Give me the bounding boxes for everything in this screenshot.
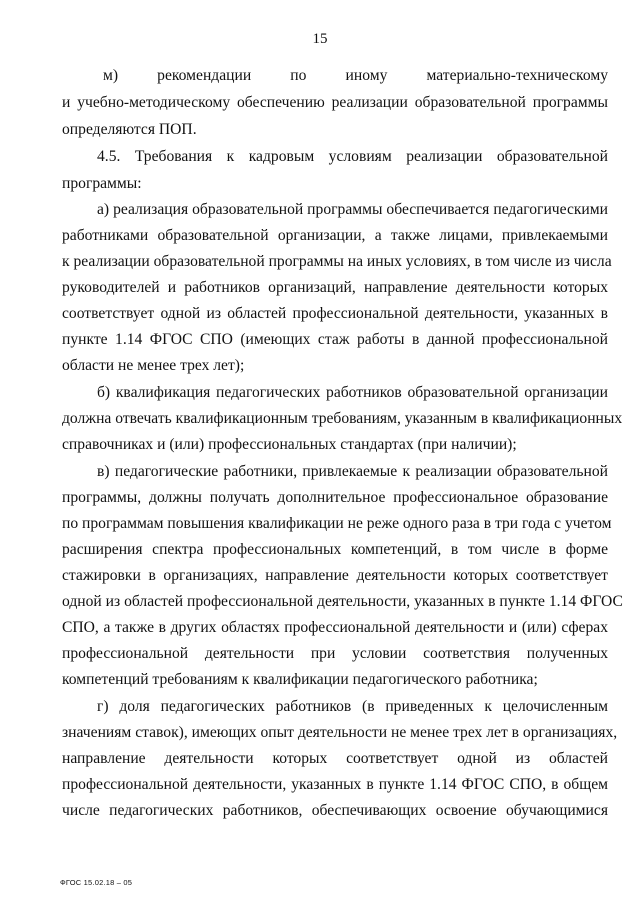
text-line: программы: xyxy=(62,175,142,192)
text-line: профессиональной деятельности при условии соответствия полученных xyxy=(62,645,608,662)
text-line: соответствует одной из областей профессиональной деятельности, указанных в xyxy=(62,305,608,322)
text-line: области не менее трех лет); xyxy=(62,357,245,374)
text-line: г) доля педагогических работников (в приведенных к целочисленным xyxy=(97,698,608,715)
text-line: и учебно-методическому обеспечению реализации образовательной программы xyxy=(62,94,608,111)
text-line: расширения спектра профессиональных компетенций, в том числе в форме xyxy=(62,541,608,558)
text-line: по программам повышения квалификации не реже одного раза в три года с учетом xyxy=(62,515,612,532)
text-line: стажировки в организациях, направление деятельности которых соответствует xyxy=(62,567,608,584)
text-line: СПО, а также в других областях профессиональной деятельности и (или) сферах xyxy=(62,619,608,636)
text-line: в) педагогические работники, привлекаемые к реализации образовательной xyxy=(97,463,608,480)
footer-code: ФГОС 15.02.18 – 05 xyxy=(60,878,133,887)
text-line: компетенций требованиям к квалификации педагогического работника; xyxy=(62,671,538,688)
text-line: одной из областей профессиональной деятельности, указанных в пункте 1.14 ФГОС xyxy=(62,593,623,610)
text-line: б) квалификация педагогических работников образовательной организации xyxy=(97,384,608,401)
text-line: профессиональной деятельности, указанных в пункте 1.14 ФГОС СПО, в общем xyxy=(62,776,608,793)
text-line: числе педагогических работников, обеспечивающих освоение обучающимися xyxy=(62,802,608,819)
text-line: работниками образовательной организации, а также лицами, привлекаемыми xyxy=(62,227,608,244)
page-number: 15 xyxy=(312,31,328,47)
text-line: программы, должны получать дополнительное профессиональное образование xyxy=(62,489,608,506)
text-line: руководителей и работников организаций, направление деятельности которых xyxy=(62,279,608,296)
text-line: определяются ПОП. xyxy=(62,121,197,138)
text-line: должна отвечать квалификационным требованиям, указанным в квалификационных xyxy=(62,410,623,427)
text-line: 4.5. Требования к кадровым условиям реализации образовательной xyxy=(97,148,608,165)
text-line: значениям ставок), имеющих опыт деятельности не менее трех лет в организациях, xyxy=(62,724,618,741)
text-line: к реализации образовательной программы на иных условиях, в том числе из числа xyxy=(62,253,612,270)
text-line: а) реализация образовательной программы обеспечивается педагогическими xyxy=(97,201,608,218)
text-line: пункте 1.14 ФГОС СПО (имеющих стаж работы в данной профессиональной xyxy=(62,331,608,348)
text-line: м) рекомендации по иному материально-техническому xyxy=(103,67,608,84)
text-line: справочниках и (или) профессиональных стандартах (при наличии); xyxy=(62,436,517,453)
text-line: направление деятельности которых соответствует одной из областей xyxy=(62,750,608,767)
